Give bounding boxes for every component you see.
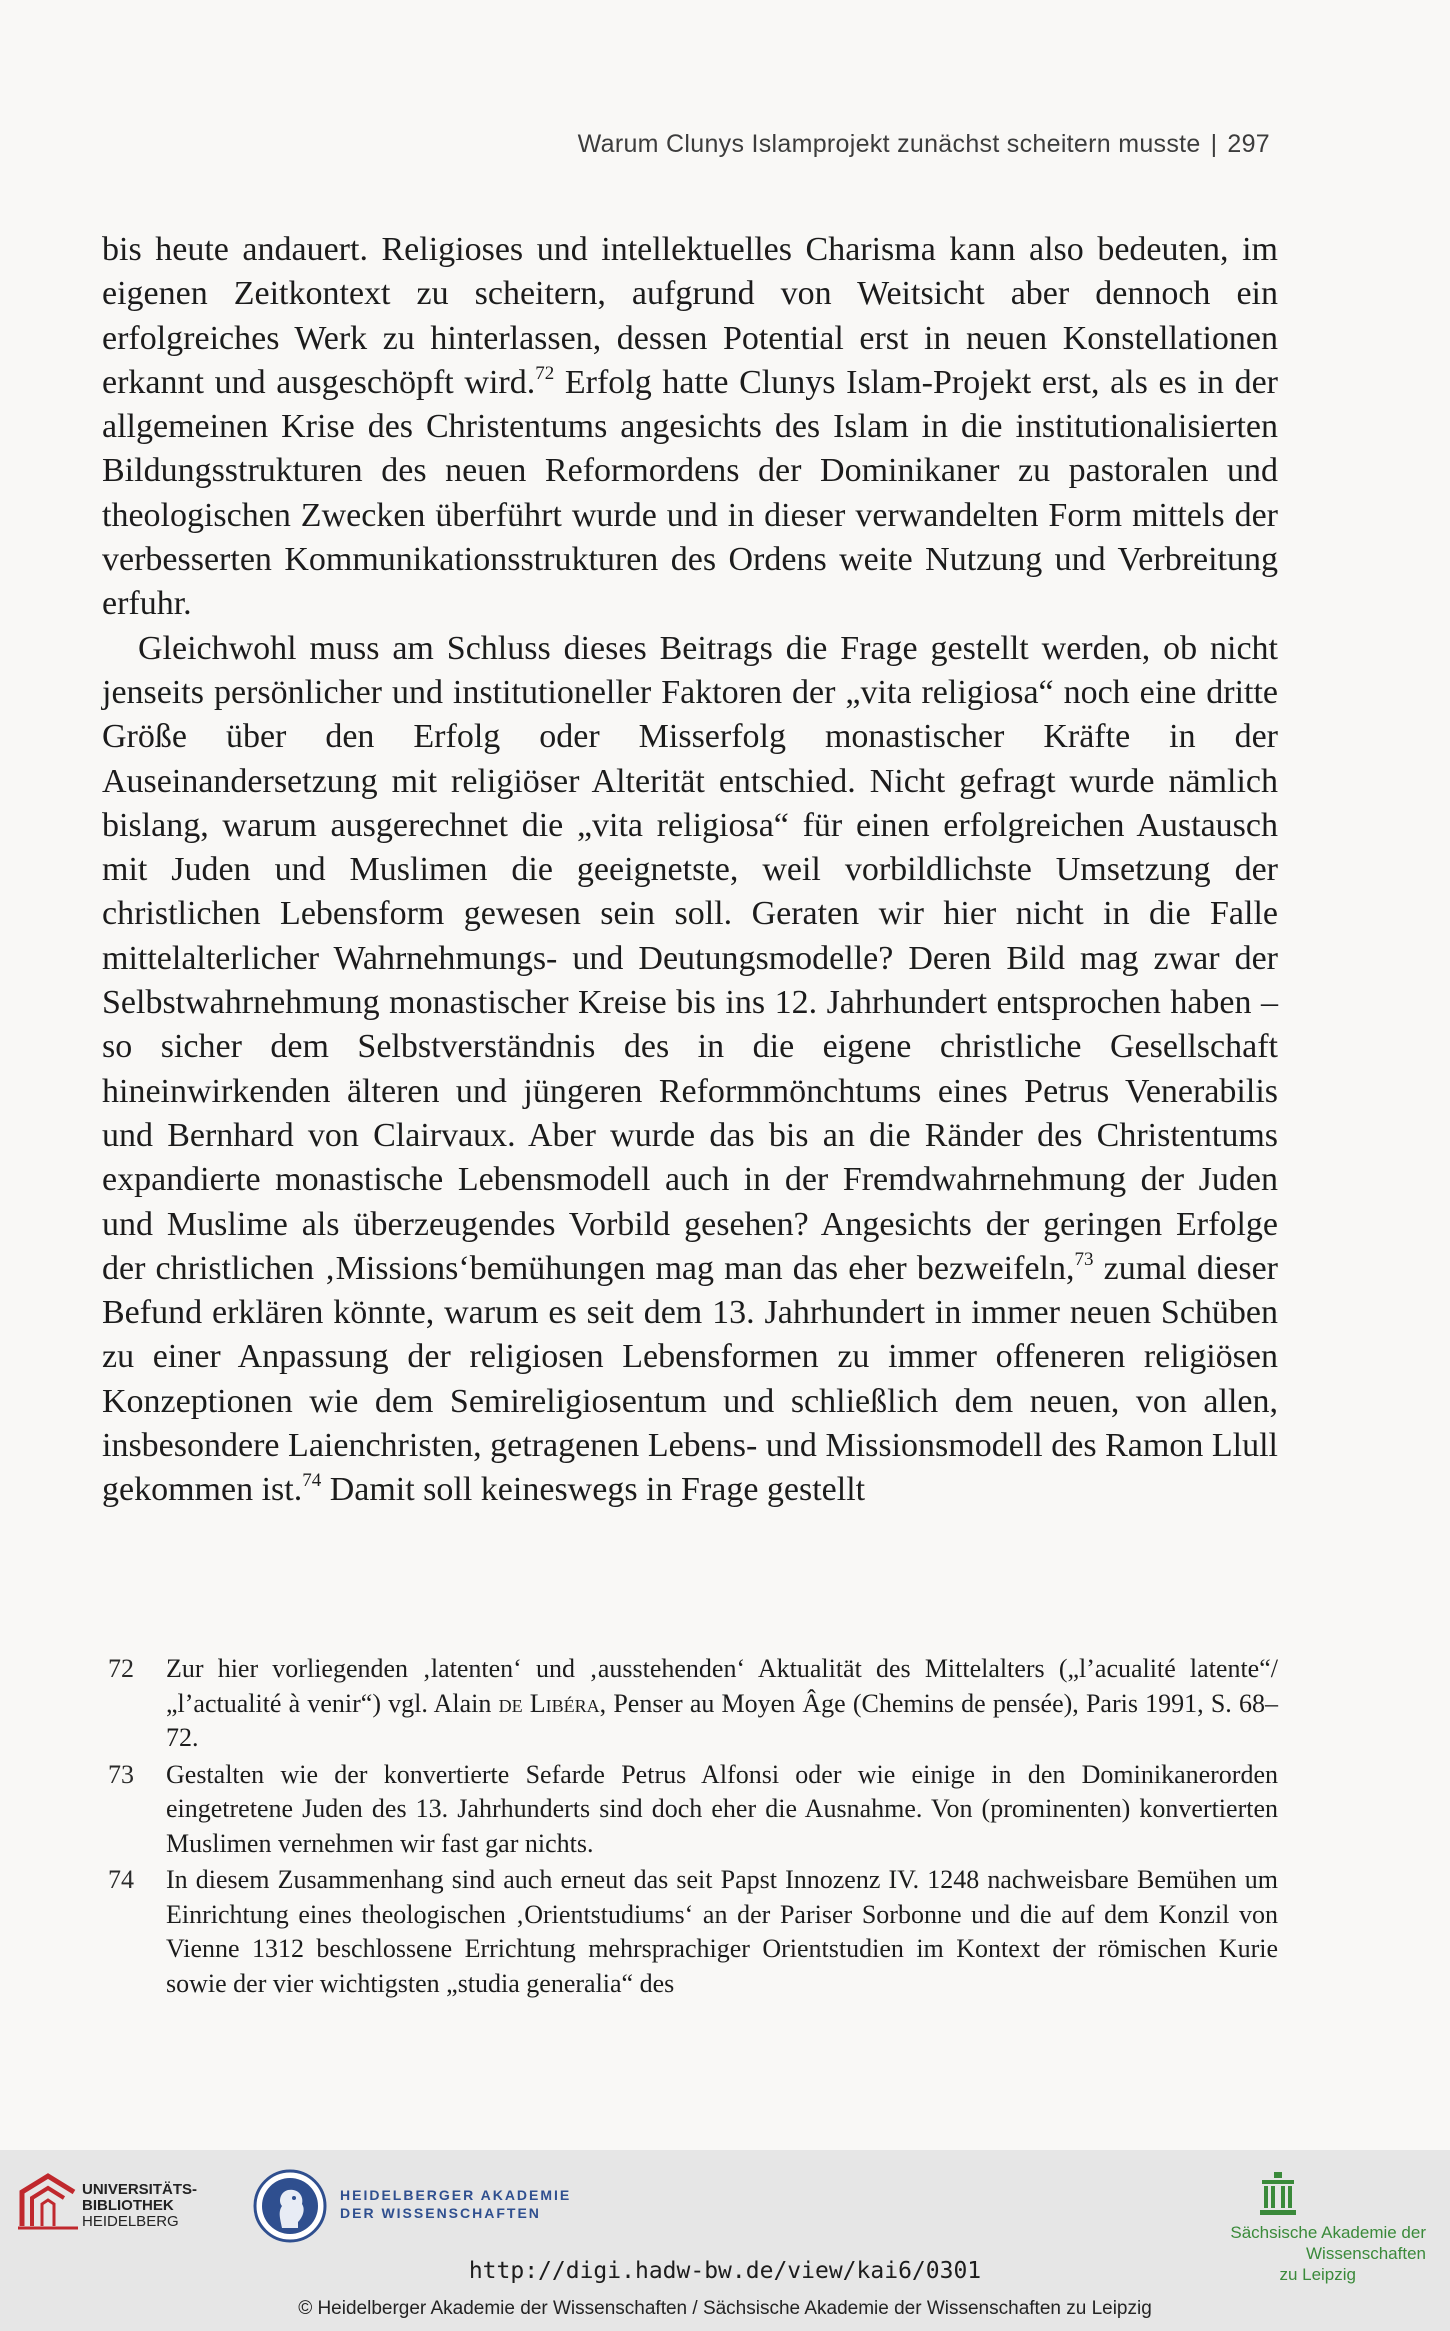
paragraph-2-text-a: Gleichwohl muss am Schluss dieses Beitrags die Frage gestellt werden, ob nicht jenseits persönlicher und institutioneller Faktoren der „vita religiosa“ noch eine dritte Größe über den Erfolg oder Misserfolg monastischer Kräfte in der Auseinandersetzung mit religiöser Alterität entschied. Nicht gefragt wurde nämlich bislang, warum ausgerechnet die „vita religiosa“ für einen erfolgreichen Austausch mit Juden und Muslimen die geeignetste, weil vorbildlichste Umsetzung der christlichen Lebensform gewesen sein soll. Geraten wir hier nicht in die Falle mittelalterlicher Wahrnehmungs- und Deutungsmodelle? Deren Bild mag zwar der Selbstwahrnehmung monastischer Kreise bis ins 12. Jahrhundert entsprochen haben – so sicher dem Selbstverständnis des in die eigene christliche Gesellschaft hineinwirkenden älteren und jüngeren Reformmönchtums eines Petrus Venerabilis und Bernhard von Clairvaux. Aber wurde das bis an die Ränder des Christentums expandierte monastische Lebensmodell auch in der Fremdwahrnehmung der Juden und Muslime als überzeugendes Vorbild gesehen? Angesichts der geringen Erfolge der christlichen ‚Missions‘bemühungen mag man das eher bezweifeln, <box>102 629 1278 1287</box>
paragraph-1-text-b: Erfolg hatte Clunys Islam-Projekt erst, als es in der allgemeinen Krise des Christentums angesichts des Islam in die institutionalisierten Bildungsstrukturen des neuen Reformordens der Dominikaner zu pastoralen und theologischen Zwecken überführt wurde und in dieser verwandelten Form mittels der verbesserten Kommunikationsstrukturen des Ordens weite Nutzung und Verbreitung erfuhr. <box>102 363 1278 623</box>
hadw-line-1: HEIDELBERGER AKADEMIE <box>340 2187 572 2203</box>
footnote-text-a: Zur hier vorliegenden ‚latenten‘ und ‚ausstehenden‘ Aktualität des Mittelalters („l’acualité latente“/„l’actualité à venir“) vgl. Alain <box>166 1654 1278 1718</box>
page-number: 297 <box>1227 130 1270 158</box>
footnote-number: 72 <box>108 1654 134 1683</box>
ub-heidelberg-name <box>82 2182 197 2230</box>
paragraph-2 <box>102 627 1278 1513</box>
footnote-ref-72[interactable]: 72 <box>535 362 555 384</box>
saw-line-2: zu Leipzig <box>1279 2265 1356 2284</box>
footnote-text: In diesem Zusammenhang sind auch erneut das seit Papst Innozenz IV. 1248 nachweisbare Bemühen um Einrichtung eines theologischen ‚Orientstudiums‘ an der Pariser Sorbonne und die auf dem Konzil von Vienne 1312 beschlossene Errichtung mehrsprachiger Orientstudien im Kontext der römischen Kurie sowie der vier wichtigsten „studia generalia“ des <box>166 1865 1278 1998</box>
ub-line-2: BIBLIOTHEK <box>82 2197 174 2214</box>
viewer-footer <box>0 2150 1450 2331</box>
footnote-ref-73[interactable]: 73 <box>1074 1248 1094 1270</box>
footnote-author: de Libéra <box>498 1688 600 1718</box>
running-head <box>578 130 1270 159</box>
saw-line-1: Sächsische Akademie der Wissenschaften <box>1230 2223 1426 2263</box>
footnote-74 <box>108 1863 1278 2001</box>
footnote-text <box>166 1652 1278 1756</box>
permalink-url[interactable]: http://digi.hadw-bw.de/view/kai6/0301 <box>468 2258 982 2284</box>
running-head-title: Warum Clunys Islamprojekt zunächst scheitern musste <box>577 130 1201 158</box>
footnote-73 <box>108 1758 1278 1862</box>
footnote-text-b: , Penser au Moyen Âge (Chemins de pensée), Paris 1991, S. 68–72. <box>166 1688 1278 1752</box>
ub-heidelberg-logo-icon[interactable] <box>18 2170 78 2232</box>
paragraph-2-text-c: Damit soll keineswegs in Frage gestellt <box>321 1471 866 1509</box>
hadw-name <box>340 2186 571 2222</box>
hadw-medallion-icon[interactable] <box>252 2168 328 2244</box>
ub-line-3: HEIDELBERG <box>82 2213 179 2230</box>
footnote-number: 74 <box>108 1865 134 1894</box>
paragraph-1 <box>102 228 1278 627</box>
footnote-number: 73 <box>108 1759 134 1789</box>
ub-line-1: UNIVERSITÄTS- <box>82 2181 198 2198</box>
hadw-line-2: DER WISSENSCHAFTEN <box>340 2205 541 2221</box>
paragraph-2-text-b: zumal dieser Befund erklären könnte, warum es seit dem 13. Jahrhundert in immer neuen Schüben zu einer Anpassung der religiosen Lebensformen zu immer offeneren religiösen Konzeptionen wie dem Semireligiosentum und schließlich dem neuen, von allen, insbesondere Laienchristen, getragenen Lebens- und Missionsmodell des Ramon Llull gekommen ist. <box>102 1249 1278 1509</box>
footnotes <box>108 1652 1278 2003</box>
footnote-ref-74[interactable]: 74 <box>302 1470 322 1492</box>
main-text <box>102 228 1278 1513</box>
copyright-notice: © Heidelberger Akademie der Wissenschaften / Sächsische Akademie der Wissenschaften zu Leipzig <box>298 2298 1152 2319</box>
saw-leipzig-logo-icon[interactable] <box>1258 2172 1298 2218</box>
footnote-text: Gestalten wie der konvertierte Sefarde Petrus Alfonsi oder wie einige in den Dominikanerorden eingetretene Juden des 13. Jahrhunderts sind doch eher die Ausnahme. Von (prominenten) konvertierten Muslimen vernehmen wir fast gar nichts. <box>166 1759 1278 1858</box>
footnote-72 <box>108 1652 1278 1756</box>
running-head-separator: | <box>1210 130 1218 158</box>
paragraph-1-text-a: bis heute andauert. Religioses und intellektuelles Charisma kann also bedeuten, im eigenen Zeitkontext zu scheitern, aufgrund von Weitsicht aber dennoch ein erfolgreiches Werk zu hinterlassen, dessen Potential erst in neuen Konstellationen erkannt und ausgeschöpft wird. <box>102 231 1278 401</box>
